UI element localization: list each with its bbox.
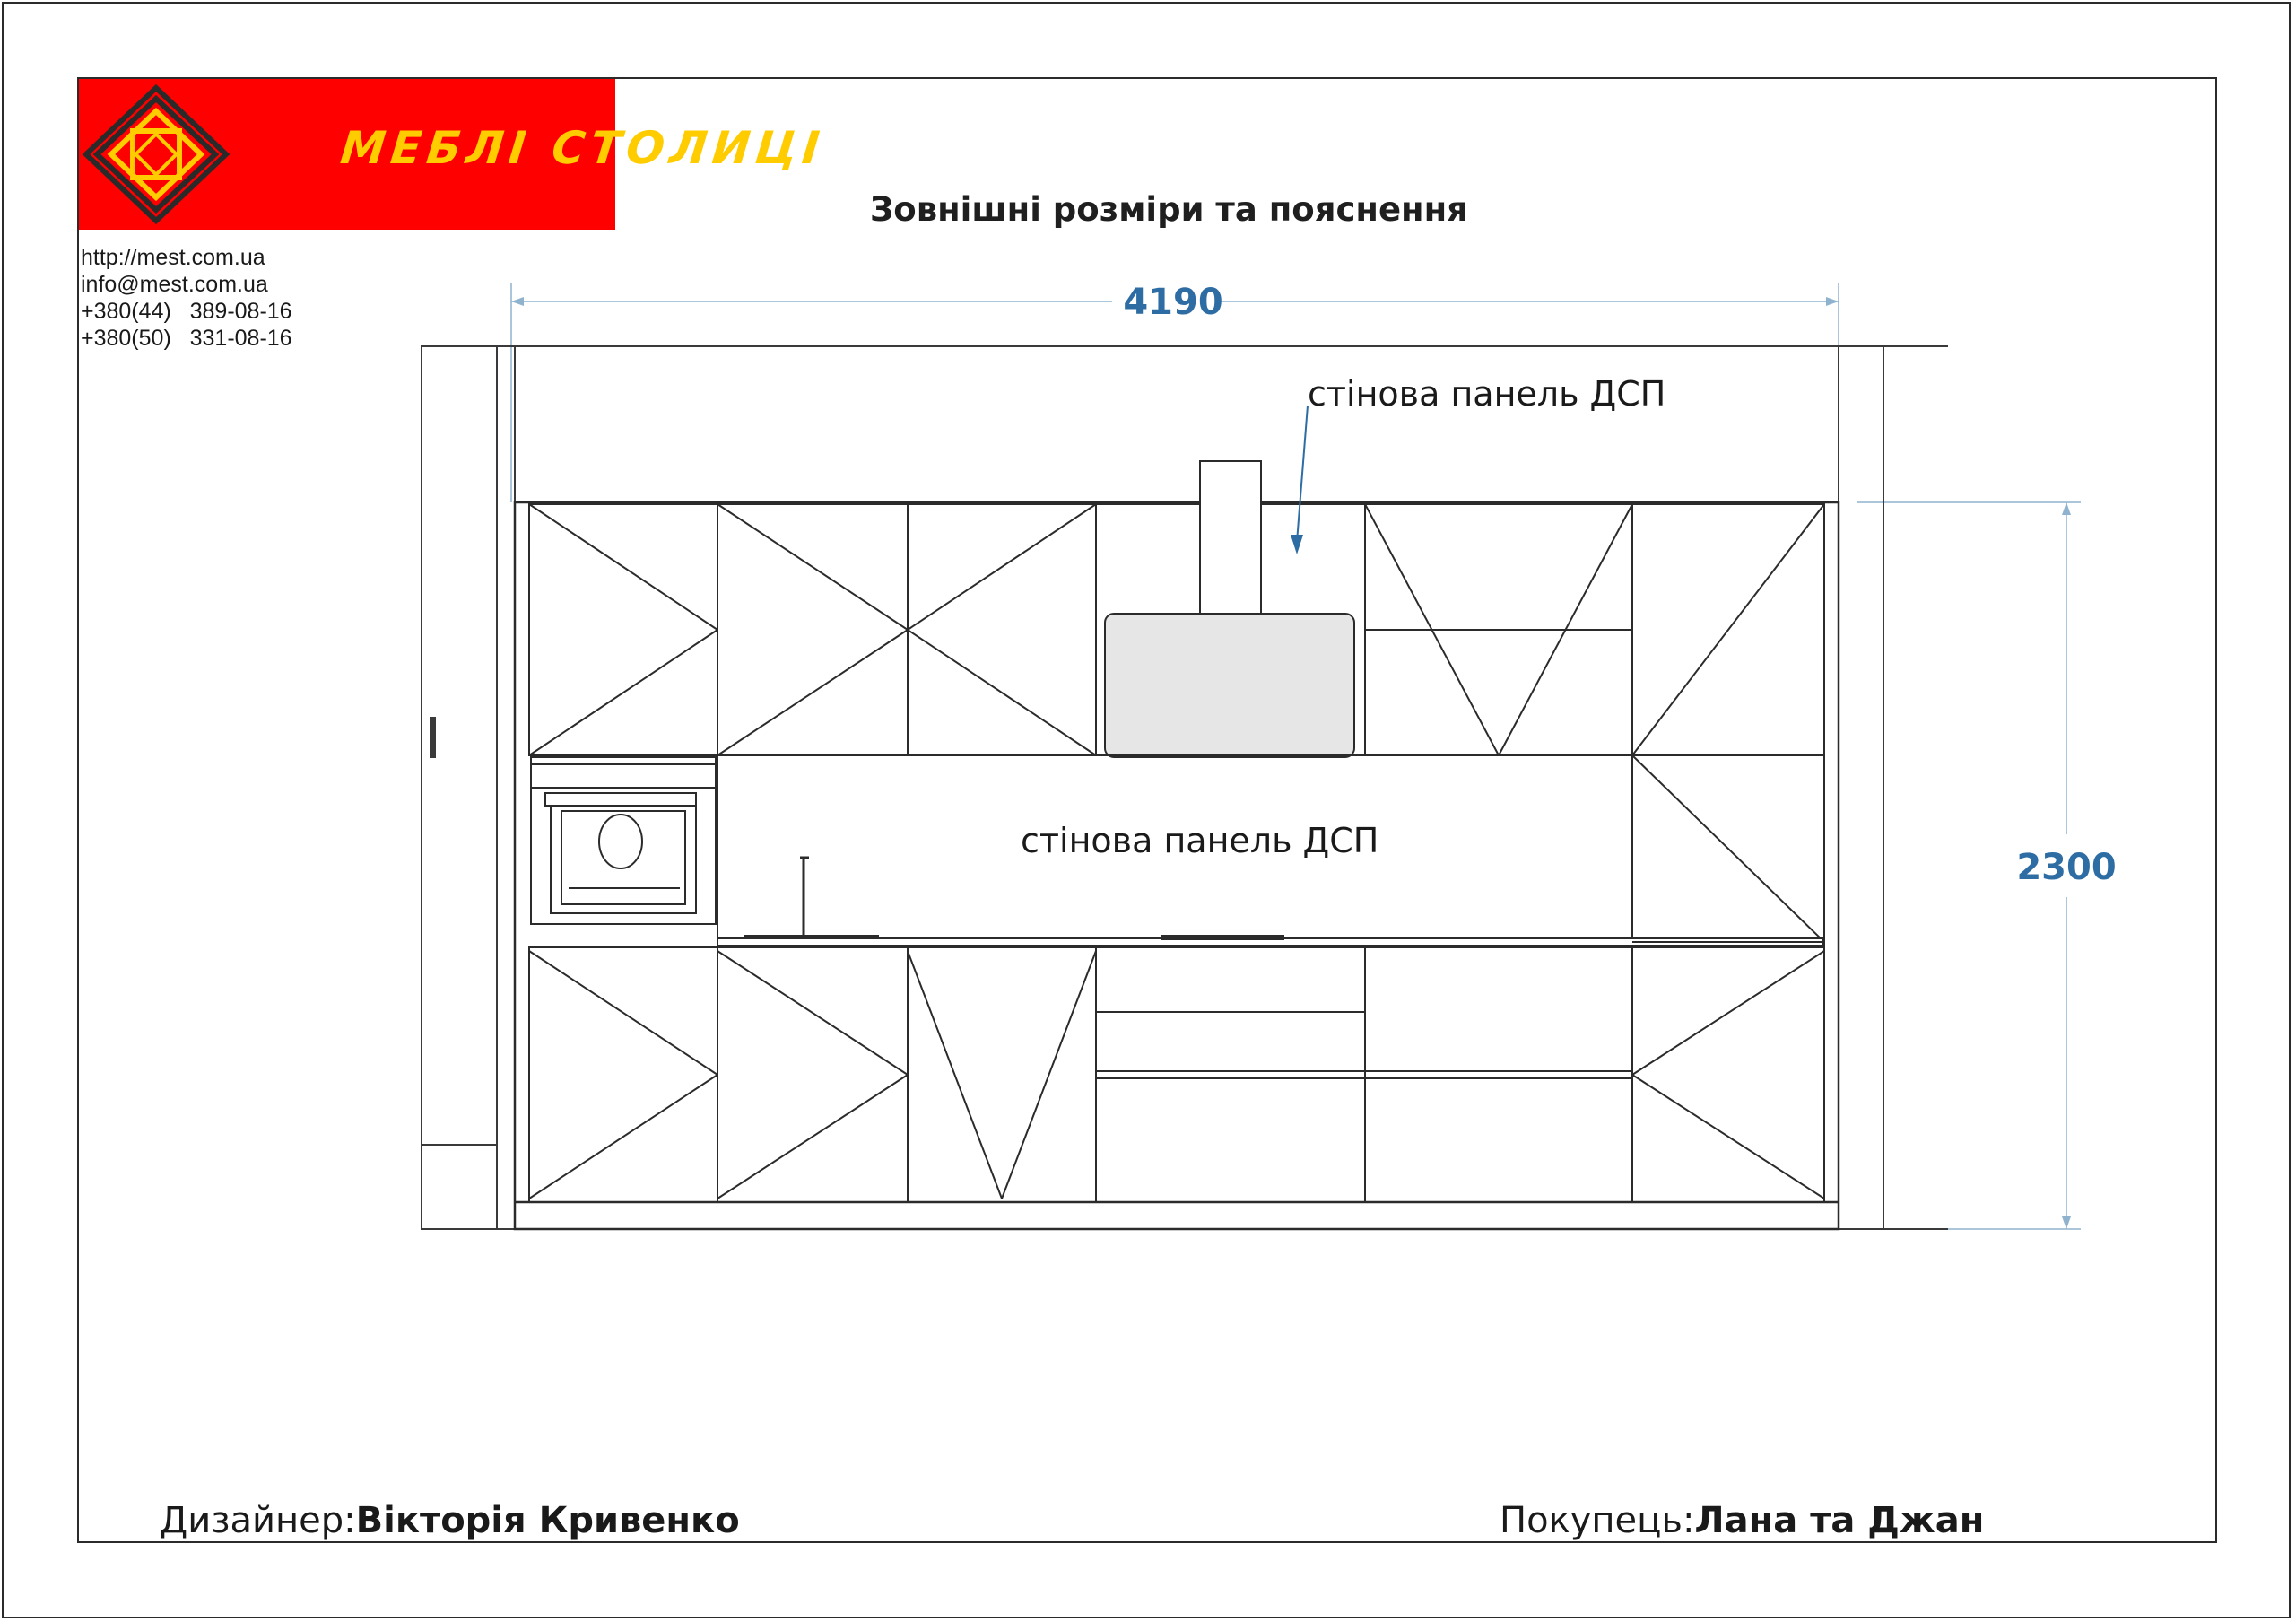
lower-door-1	[529, 947, 718, 1202]
worktop	[718, 858, 1822, 946]
upper-door-3	[908, 504, 1096, 755]
lower-door-3	[908, 947, 1096, 1202]
height-dimension	[1857, 502, 2117, 1229]
tall-column	[422, 346, 515, 1229]
upper-door-4a	[1365, 504, 1632, 630]
designer-name: Вікторія Кривенко	[355, 1500, 740, 1541]
customer-credit	[1500, 1500, 1984, 1541]
kitchen-body	[515, 502, 1839, 1229]
lower-door-4	[1632, 947, 1824, 1202]
width-dimension-label: 4190	[1123, 282, 1223, 323]
lower-door-2	[718, 947, 908, 1202]
note-pointer-arrow	[1291, 406, 1308, 554]
phone-1: +380(44) 389-08-16	[81, 299, 292, 324]
page-title: Зовнішні розміри та пояснення	[870, 190, 1468, 229]
cooker-hood	[1105, 461, 1354, 757]
right-column	[1632, 504, 1824, 1202]
lower-cabinets	[529, 942, 1824, 1202]
lower-drawers-2	[1365, 947, 1632, 1202]
lower-drawers-1	[1096, 947, 1365, 1202]
email-link[interactable]: info@mest.com.ua	[81, 272, 268, 297]
upper-door-1	[529, 504, 718, 755]
brand-name: МЕБЛІ СТОЛИЦІ	[337, 122, 828, 174]
height-dimension-label: 2300	[2016, 847, 2117, 888]
upper-door-4b	[1365, 630, 1632, 755]
top-panel-note: стінова панель ДСП	[1308, 374, 1666, 414]
designer-label: Дизайнер:	[160, 1500, 356, 1541]
website-link[interactable]: http://mest.com.ua	[81, 245, 265, 270]
customer-label: Покупець:	[1500, 1500, 1695, 1541]
phone-2: +380(50) 331-08-16	[81, 326, 292, 351]
oven	[531, 757, 716, 924]
upper-door-2	[718, 504, 908, 755]
customer-name: Лана та Джан	[1694, 1500, 1985, 1541]
middle-panel-note: стінова панель ДСП	[1021, 821, 1379, 860]
designer-credit	[160, 1500, 740, 1541]
